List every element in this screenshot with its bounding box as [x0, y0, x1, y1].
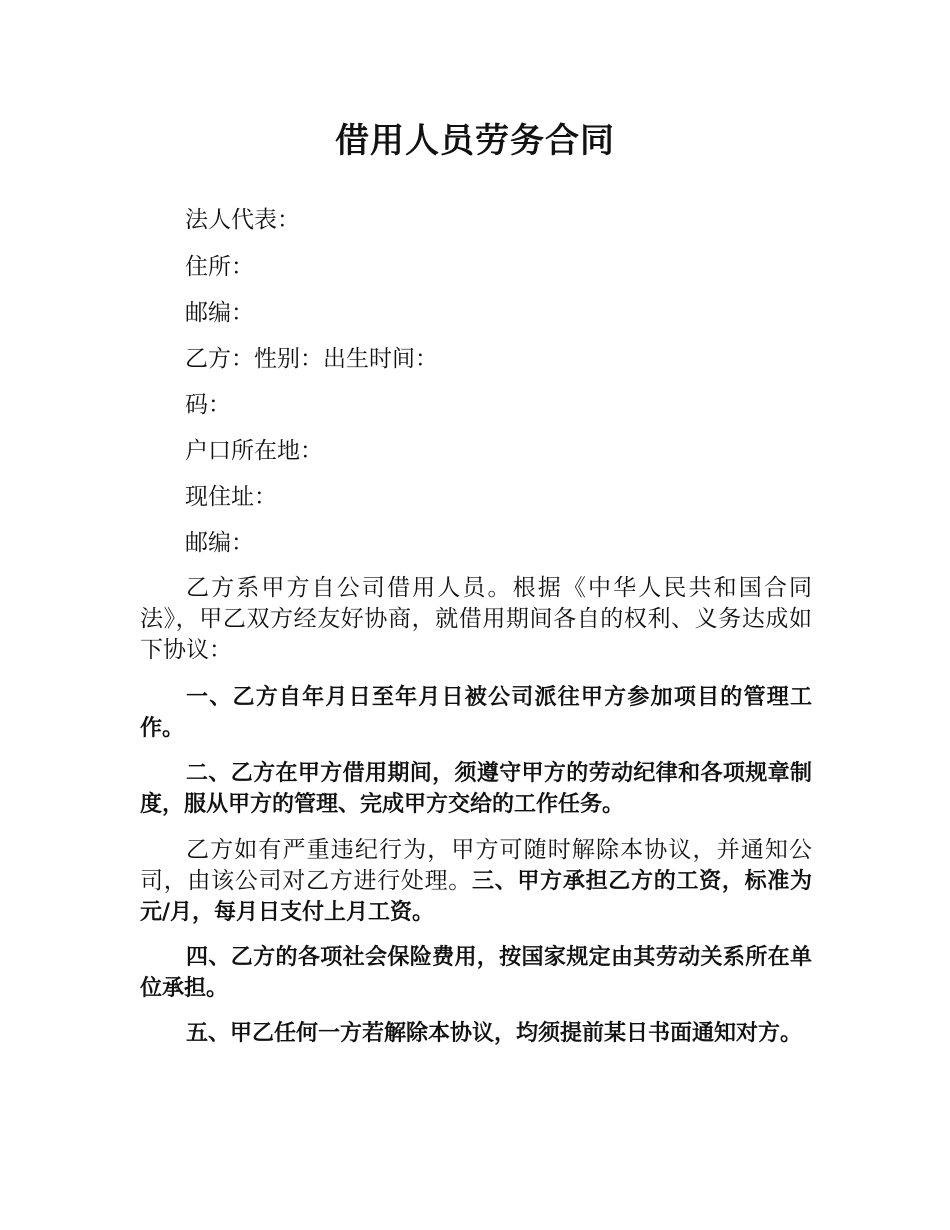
clause-5: 五、甲乙任何一方若解除本协议，均须提前某日书面通知对方。 [186, 1021, 803, 1046]
intro-paragraph: 乙方系甲方自公司借用人员。根据《中华人民共和国合同法》，甲乙双方经友好协商，就借用期间各自的权利、义务达成如下协议： [140, 575, 812, 663]
document-title: 借用人员劳务合同 [335, 121, 615, 161]
field-postcode: 邮编： [185, 300, 254, 326]
clause-1: 一、乙方自年月日至年月日被公司派往甲方参加项目的管理工作。 [140, 685, 812, 741]
field-id-number: 码： [185, 392, 231, 418]
field-party-b-info: 乙方：性别：出生时间： [185, 346, 438, 372]
field-postcode-2: 邮编： [185, 530, 254, 556]
clause-2-note-and-3 [140, 835, 812, 928]
field-address: 住所： [185, 254, 254, 280]
clause-4: 四、乙方的各项社会保险费用，按国家规定由其劳动关系所在单位承担。 [140, 945, 812, 1001]
clause-3: 三、甲方承担乙方的工资，标准为元/月，每月日支付上月工资。 [140, 869, 812, 925]
field-current-address: 现住址： [185, 484, 277, 510]
clause-2: 二、乙方在甲方借用期间，须遵守甲方的劳动纪律和各项规章制度，服从甲方的管理、完成甲方交给的工作任务。 [140, 761, 812, 817]
field-household-registration: 户口所在地： [185, 438, 323, 464]
field-legal-representative: 法人代表： [185, 207, 300, 233]
clause-2-note: 乙方如有严重违纪行为，甲方可随时解除本协议，并通知公司，由该公司对乙方进行处理。 [140, 837, 812, 894]
